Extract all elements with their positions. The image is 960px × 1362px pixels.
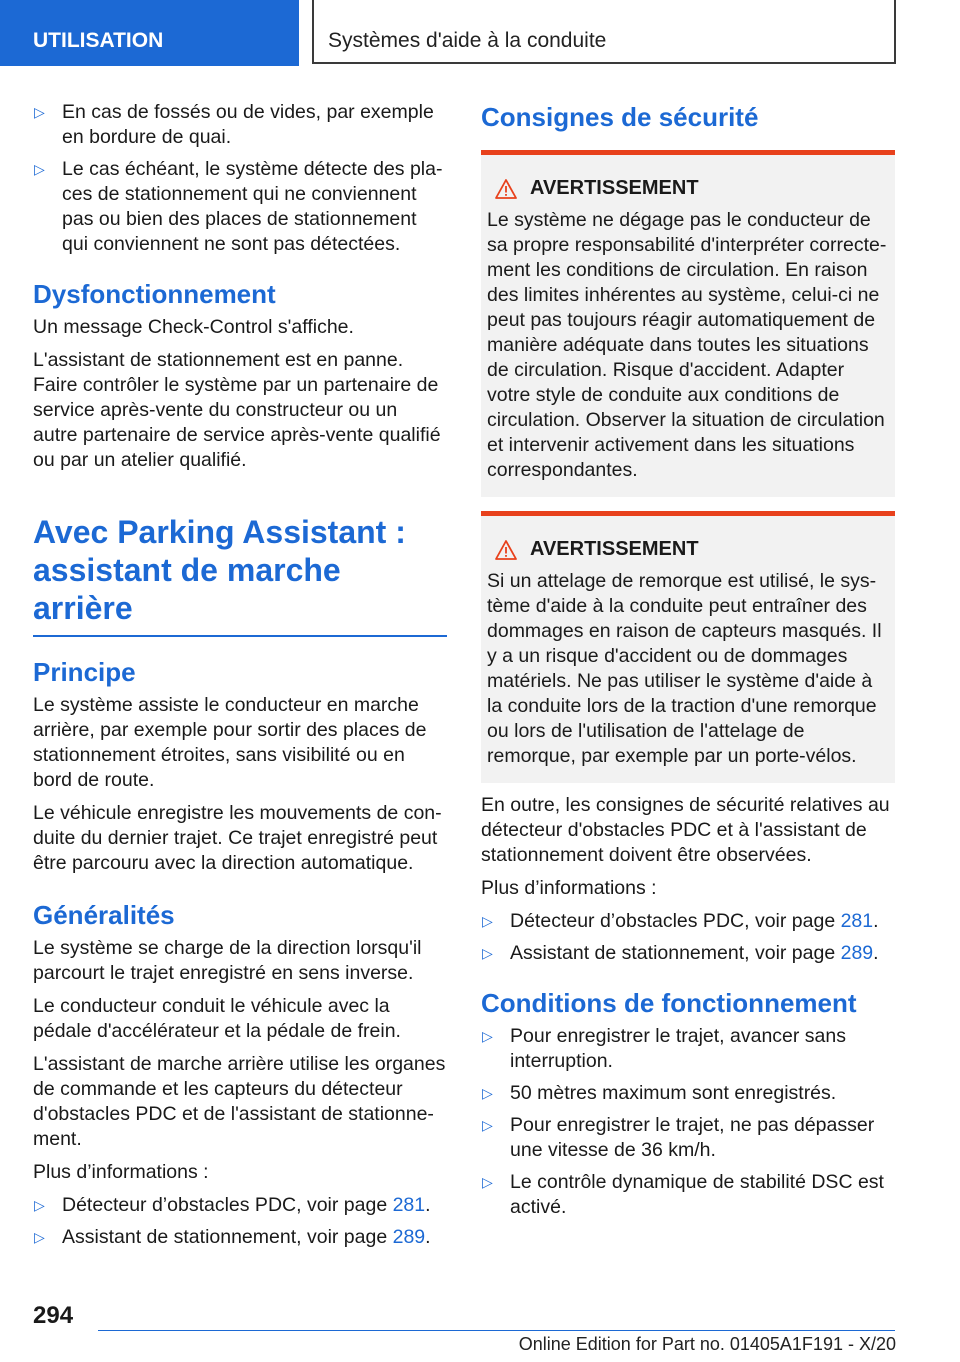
- section-tab: UTILISATION: [0, 0, 299, 66]
- conditions-heading: Conditions de fonctionnement: [481, 988, 857, 1018]
- more-info-label: Plus d’informations :: [481, 877, 657, 899]
- page-link-281[interactable]: 281: [840, 910, 874, 932]
- conditions-list: [481, 1024, 895, 1220]
- triangle-right-icon: ▷: [482, 945, 493, 961]
- paragraph: Un message Check-Control s'affiche.: [33, 316, 354, 338]
- list-item: ▷ Assistant de stationnement, voir page 289.: [482, 942, 879, 964]
- paragraph: Le système se charge de la direction lorsqu'il parcourt le trajet enregistré en sens inverse.: [33, 937, 422, 984]
- warning-triangle-icon: [495, 540, 517, 560]
- right-column: [481, 100, 895, 1227]
- general-heading: Généralités: [33, 900, 175, 930]
- page-link-289[interactable]: 289: [392, 1226, 426, 1248]
- paragraph: Le véhicule enregistre les mouvements de conduite du dernier trajet. Ce trajet enregistré peut être parcouru avec la direction automatique.: [33, 802, 442, 874]
- warning-title: AVERTISSEMENT: [487, 538, 889, 561]
- triangle-right-icon: ▷: [482, 1085, 493, 1101]
- list-item: ▷ Assistant de stationnement, voir page 289.: [34, 1226, 431, 1248]
- more-info-label: Plus d’informations :: [33, 1161, 209, 1183]
- warning-box: [481, 150, 895, 497]
- list-item: ▷ Le contrôle dynamique de stabilité DSC est activé.: [482, 1171, 884, 1218]
- list-item: ▷ Détecteur d’obstacles PDC, voir page 281.: [34, 1194, 431, 1216]
- principle-heading: Principe: [33, 657, 136, 687]
- list-item: ▷ Détecteur d’obstacles PDC, voir page 281.: [482, 910, 879, 932]
- list-item: ▷ En cas de fossés ou de vides, par exemple en bordure de quai.: [34, 101, 434, 148]
- list-item: ▷ Pour enregistrer le trajet, ne pas dépasser une vitesse de 36 km/h.: [482, 1114, 875, 1161]
- triangle-right-icon: ▷: [482, 913, 493, 929]
- warning-title: AVERTISSEMENT: [487, 177, 889, 200]
- page-link-281[interactable]: 281: [392, 1194, 426, 1216]
- paragraph: L'assistant de marche arrière utilise les organes de commande et les capteurs du détecteur d'obstacles PDC et de l'assistant de stationnement.: [33, 1053, 446, 1150]
- chapter-tab: Systèmes d'aide à la conduite: [312, 0, 896, 64]
- paragraph: Le système assiste le conducteur en marche arrière, par exemple pour sortir des places de stationnement étroites, sans visibilité ou en bord de route.: [33, 694, 427, 791]
- list-item: ▷ Le cas échéant, le système détecte des places de stationnement qui ne conviennent pas ou bien des places de stationnement qui conviennent ne sont pas détectées.: [34, 158, 443, 255]
- warning-text: Le système ne dégage pas le conducteur de sa propre responsabilité d'interpréter correctement les conditions de circulation. En raison des limites inhérentes au système, celui-ci ne peut pas toujours réagir automatiquement de manière adéquate dans toutes les situations de circulation. Risque d'accident. Adapter votre style de conduite aux conditions de circulation. Observer la situation de circulation et intervenir activement dans les situations correspondantes.: [487, 209, 887, 481]
- list-item: ▷ Pour enregistrer le trajet, avancer sans interruption.: [482, 1025, 846, 1072]
- triangle-right-icon: ▷: [482, 1174, 493, 1190]
- intro-bullet-list: [33, 100, 447, 257]
- reference-list: [33, 1193, 447, 1250]
- paragraph: L'assistant de stationnement est en panne. Faire contrôler le système par un partenaire de service après-vente du constructeur ou un autre partenaire de service après-vente qualifié ou par un atelier qualifié.: [33, 349, 441, 471]
- warning-text: Si un attelage de remorque est utilisé, le système d'aide à la conduite peut entraîner des dommages en raison de capteurs masqués. Il y a un risque d'accident ou de dommages matériels. Ne pas utiliser le système d'aide à la conduite lors de la traction d'une remorque ou lors de l'utilisation de l'attelage de remorque, par exemple par un porte-vélos.: [487, 570, 882, 767]
- paragraph: Le conducteur conduit le véhicule avec la pédale d'accélérateur et la pédale de frein.: [33, 995, 401, 1042]
- reference-list: [481, 909, 895, 966]
- footer-divider: [98, 1330, 895, 1331]
- edition-footer: Online Edition for Part no. 01405A1F191 - X/20: [518, 1334, 896, 1354]
- malfunction-heading: Dysfonctionnement: [33, 279, 276, 309]
- paragraph: En outre, les consignes de sécurité relatives au détecteur d'obstacles PDC et à l'assistant de stationnement doivent être observées.: [481, 794, 890, 866]
- triangle-right-icon: ▷: [482, 1028, 493, 1044]
- triangle-right-icon: ▷: [34, 104, 45, 120]
- main-heading: Avec Parking Assistant : assistant de marche arrière: [33, 514, 406, 626]
- triangle-right-icon: ▷: [34, 1197, 45, 1213]
- page-header: [0, 0, 960, 66]
- page-number: 294: [33, 1302, 74, 1329]
- warning-box: [481, 511, 895, 783]
- main-heading-block: [33, 513, 447, 637]
- triangle-right-icon: ▷: [34, 161, 45, 177]
- list-item: ▷ 50 mètres maximum sont enregistrés.: [482, 1082, 837, 1104]
- page-link-289[interactable]: 289: [840, 942, 874, 964]
- triangle-right-icon: ▷: [482, 1117, 493, 1133]
- left-column: [33, 100, 447, 1257]
- warning-triangle-icon: [495, 179, 517, 199]
- safety-heading: Consignes de sécurité: [481, 102, 759, 132]
- triangle-right-icon: ▷: [34, 1229, 45, 1245]
